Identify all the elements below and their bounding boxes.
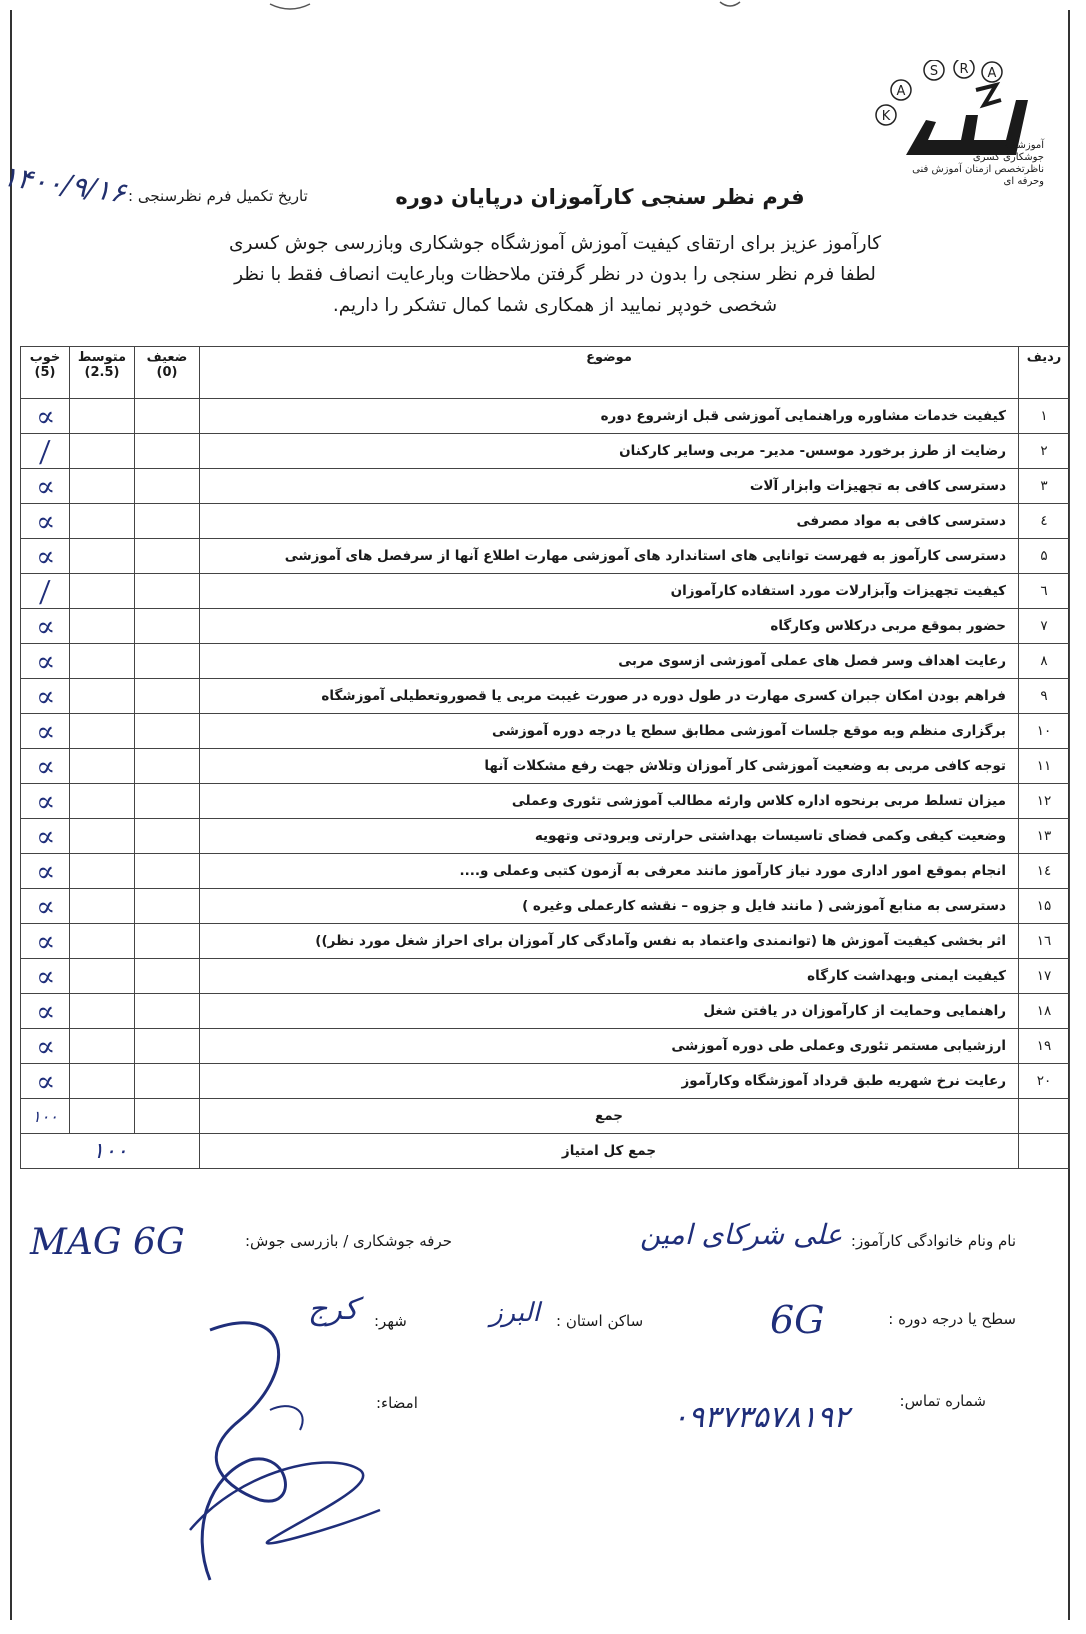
weak-cell[interactable] xyxy=(135,504,200,539)
row-index: ۱۱ xyxy=(1019,749,1070,784)
good-cell[interactable] xyxy=(21,574,70,609)
check-mark: ∝ xyxy=(33,923,57,959)
row-index: ۱۳ xyxy=(1019,819,1070,854)
medium-cell[interactable] xyxy=(70,959,135,994)
total-value[interactable]: ۱۰۰ xyxy=(21,1134,200,1169)
total-row xyxy=(21,1134,1070,1169)
medium-cell[interactable] xyxy=(70,1029,135,1064)
good-cell[interactable] xyxy=(21,1064,70,1099)
medium-cell[interactable] xyxy=(70,539,135,574)
medium-cell[interactable] xyxy=(70,399,135,434)
logo-caption: آموزشگاه جوشکاری کسری ناظرتخصص ازمنان آموزش فنی وحرفه ای xyxy=(912,140,1044,187)
weak-cell[interactable] xyxy=(135,609,200,644)
row-topic: برگزاری منظم وبه موقع جلسات آموزشی مطابق سطح یا درجه دوره آموزشی xyxy=(200,714,1019,749)
table-row xyxy=(21,714,1070,749)
good-cell[interactable] xyxy=(21,854,70,889)
check-mark: ∝ xyxy=(33,468,57,504)
weak-cell[interactable] xyxy=(135,889,200,924)
signature-drawing xyxy=(150,1290,450,1590)
row-index: ۹ xyxy=(1019,679,1070,714)
scan-marks xyxy=(260,0,760,20)
good-cell[interactable] xyxy=(21,539,70,574)
table-row xyxy=(21,784,1070,819)
weak-cell[interactable] xyxy=(135,469,200,504)
row-index: ۱٤ xyxy=(1019,854,1070,889)
table-row xyxy=(21,924,1070,959)
phone-value[interactable]: ۰۹۳۷۳۵۷۸۱۹۲ xyxy=(672,1400,850,1435)
row-index: ۱۷ xyxy=(1019,959,1070,994)
sum-label: جمع xyxy=(200,1099,1019,1134)
check-mark: ∝ xyxy=(33,678,57,714)
row-index: ۲۰ xyxy=(1019,1064,1070,1099)
table-row xyxy=(21,889,1070,924)
check-mark: ∝ xyxy=(33,853,57,889)
svg-text:K: K xyxy=(881,109,891,124)
table-row xyxy=(21,469,1070,504)
table-row xyxy=(21,819,1070,854)
city-value[interactable]: کرج xyxy=(308,1292,359,1327)
row-index: ۱۸ xyxy=(1019,994,1070,1029)
check-mark: ∝ xyxy=(33,818,57,854)
medium-cell[interactable] xyxy=(70,504,135,539)
evaluation-table xyxy=(20,346,1070,1169)
check-mark: ∕ xyxy=(38,574,52,608)
good-cell[interactable] xyxy=(21,819,70,854)
weak-cell[interactable] xyxy=(135,644,200,679)
row-index: ۱٦ xyxy=(1019,924,1070,959)
row-topic: راهنمایی وحمایت از کارآموزان در یافتن شغل xyxy=(200,994,1019,1029)
row-topic: کیفیت تجهیزات وآبزارلات مورد استفاده کارآموزان xyxy=(200,574,1019,609)
row-index: ٦ xyxy=(1019,574,1070,609)
row-topic: فراهم بودن امکان جبران کسری مهارت در طول دوره در صورت غیبت مربی یا قصوروتعطیلی آموزشگاه xyxy=(200,679,1019,714)
good-cell[interactable] xyxy=(21,1029,70,1064)
signature-label: امضاء: xyxy=(376,1394,418,1412)
row-index: ۱۲ xyxy=(1019,784,1070,819)
medium-cell[interactable] xyxy=(70,469,135,504)
row-index: ۲ xyxy=(1019,434,1070,469)
phone-label: شماره تماس: xyxy=(899,1392,986,1410)
good-cell[interactable] xyxy=(21,959,70,994)
weak-cell[interactable] xyxy=(135,399,200,434)
good-cell[interactable] xyxy=(21,714,70,749)
row-index: ۱۵ xyxy=(1019,889,1070,924)
medium-cell[interactable] xyxy=(70,609,135,644)
check-mark: ∝ xyxy=(33,643,57,679)
row-topic: وضعیت کیفی وکمی فضای تاسیسات بهداشتی حرارتی وبرودتی وتهویه xyxy=(200,819,1019,854)
svg-text:A: A xyxy=(987,66,997,81)
medium-cell[interactable] xyxy=(70,434,135,469)
check-mark: ∝ xyxy=(33,538,57,574)
medium-cell[interactable] xyxy=(70,749,135,784)
good-cell[interactable] xyxy=(21,399,70,434)
check-mark: ∝ xyxy=(33,993,57,1029)
medium-cell[interactable] xyxy=(70,679,135,714)
medium-cell[interactable] xyxy=(70,784,135,819)
svg-text:R: R xyxy=(959,62,969,77)
row-index: ٤ xyxy=(1019,504,1070,539)
check-mark: ∝ xyxy=(33,958,57,994)
weak-cell[interactable] xyxy=(135,994,200,1029)
weak-cell[interactable] xyxy=(135,1064,200,1099)
name-label: نام ونام خانوادگی کارآموز: xyxy=(850,1232,1016,1250)
row-topic: ارزشیابی مستمر تئوری وعملی طی دوره آموزشی xyxy=(200,1029,1019,1064)
row-topic: میزان تسلط مربی برنحوه اداره کلاس وارئه مطالب آموزشی تئوری وعملی xyxy=(200,784,1019,819)
date-value[interactable]: ۱۴۰۰/۹/۱۶ xyxy=(0,159,128,210)
weak-cell[interactable] xyxy=(135,749,200,784)
weak-cell[interactable] xyxy=(135,854,200,889)
sum-medium-cell xyxy=(70,1099,135,1134)
table-row xyxy=(21,644,1070,679)
good-cell[interactable] xyxy=(21,889,70,924)
weak-cell[interactable] xyxy=(135,1029,200,1064)
table-row xyxy=(21,539,1070,574)
level-value[interactable]: 6G xyxy=(770,1298,825,1342)
weak-cell[interactable] xyxy=(135,819,200,854)
row-topic: رعایت اهداف وسر فصل های عملی آموزشی ازسوی مربی xyxy=(200,644,1019,679)
table-row xyxy=(21,434,1070,469)
weak-cell[interactable] xyxy=(135,539,200,574)
intro-paragraph xyxy=(40,228,1070,321)
check-mark: ∝ xyxy=(33,888,57,924)
page-title: فرم نظر سنجی کارآموزان درپایان دوره xyxy=(395,185,805,209)
total-index-cell xyxy=(1019,1134,1070,1169)
row-topic: دسترسی کافی به مواد مصرفی xyxy=(200,504,1019,539)
table-row xyxy=(21,994,1070,1029)
good-cell[interactable] xyxy=(21,679,70,714)
row-index: ۳ xyxy=(1019,469,1070,504)
row-index: ۱ xyxy=(1019,399,1070,434)
table-header-row xyxy=(21,347,1070,399)
table-row xyxy=(21,399,1070,434)
check-mark: ∝ xyxy=(33,608,57,644)
sum-weak-cell xyxy=(135,1099,200,1134)
medium-cell[interactable] xyxy=(70,994,135,1029)
good-cell[interactable] xyxy=(21,994,70,1029)
medium-cell[interactable] xyxy=(70,574,135,609)
weak-cell[interactable] xyxy=(135,574,200,609)
check-mark: ∝ xyxy=(33,1028,57,1064)
weak-cell[interactable] xyxy=(135,679,200,714)
check-mark: ∝ xyxy=(33,503,57,539)
row-topic: کیفیت خدمات مشاوره وراهنمایی آموزشی قبل ازشروع دوره xyxy=(200,399,1019,434)
row-topic: حضور بموقع مربی درکلاس وکارگاه xyxy=(200,609,1019,644)
table-row xyxy=(21,1029,1070,1064)
row-index: ۱۰ xyxy=(1019,714,1070,749)
good-cell[interactable] xyxy=(21,749,70,784)
check-mark: ∝ xyxy=(33,748,57,784)
table-row xyxy=(21,504,1070,539)
table-row xyxy=(21,854,1070,889)
medium-cell[interactable] xyxy=(70,819,135,854)
good-cell[interactable] xyxy=(21,924,70,959)
trade-label: حرفه جوشکاری / بازرسی جوش: xyxy=(245,1232,453,1250)
table-row xyxy=(21,749,1070,784)
good-cell[interactable] xyxy=(21,504,70,539)
header-topic: موضوع xyxy=(200,347,1019,399)
name-value[interactable]: علی شرکای امین xyxy=(640,1218,843,1251)
table-row xyxy=(21,574,1070,609)
row-topic: رعایت نرخ شهریه طبق قرداد آموزشگاه وکارآموز xyxy=(200,1064,1019,1099)
sum-value[interactable]: ۱۰۰ xyxy=(21,1099,70,1134)
row-index: ۷ xyxy=(1019,609,1070,644)
row-topic: رضایت از طرز برخورد موسس- مدیر- مربی وسایر کارکنان xyxy=(200,434,1019,469)
good-cell[interactable] xyxy=(21,609,70,644)
row-index: ۵ xyxy=(1019,539,1070,574)
trade-value[interactable]: MAG 6G xyxy=(30,1222,185,1263)
medium-cell[interactable] xyxy=(70,714,135,749)
row-topic: دسترسی کافی به تجهیزات وابزار آلات xyxy=(200,469,1019,504)
row-topic: اثر بخشی کیفیت آموزش ها (توانمندی واعتماد به نفس وآمادگی کار آموزان برای احراز شغل مورد نظر)) xyxy=(200,924,1019,959)
weak-cell[interactable] xyxy=(135,784,200,819)
city-label: شهر: xyxy=(374,1312,407,1330)
province-label: ساکن استان : xyxy=(556,1312,644,1330)
intro-line: شخصی خودپر نمایید از همکاری شما کمال تشکر را داریم. xyxy=(332,295,778,316)
row-topic: دسترسی به منابع آموزشی ( مانند فایل و جزوه – نقشه کارعملی وغیره ) xyxy=(200,889,1019,924)
table-row xyxy=(21,1064,1070,1099)
row-topic: انجام بموقع امور اداری مورد نیاز کارآموز مانند معرفی به آزمون کتبی وعملی و.... xyxy=(200,854,1019,889)
svg-text:S: S xyxy=(929,64,939,79)
medium-cell[interactable] xyxy=(70,1064,135,1099)
intro-line: لطفا فرم نظر سنجی را بدون در نظر گرفتن ملاحظات وبارعایت انصاف فقط با نظر xyxy=(234,264,876,285)
check-mark: ∕ xyxy=(38,434,52,468)
good-cell[interactable] xyxy=(21,469,70,504)
row-topic: کیفیت ایمنی وبهداشت کارگاه xyxy=(200,959,1019,994)
table-row xyxy=(21,609,1070,644)
total-label: جمع کل امتیاز xyxy=(200,1134,1019,1169)
date-label: تاریخ تکمیل فرم نظرسنجی : xyxy=(128,187,308,205)
level-label: سطح یا درجه دوره : xyxy=(888,1310,1016,1328)
weak-cell[interactable] xyxy=(135,434,200,469)
medium-cell[interactable] xyxy=(70,924,135,959)
row-topic: توجه کافی مربی به وضعیت آموزشی کار آموزان وتلاش جهت رفع مشکلات آنها xyxy=(200,749,1019,784)
sum-index-cell xyxy=(1019,1099,1070,1134)
row-index: ۸ xyxy=(1019,644,1070,679)
check-mark: ∝ xyxy=(33,398,57,434)
row-topic: دسترسی کارآموز به فهرست توانایی های استاندارد های آموزشی مهارت اطلاع آنها از سرفصل های آموزشی xyxy=(200,539,1019,574)
header-weak: ضعیف (0) xyxy=(135,347,200,399)
good-cell[interactable] xyxy=(21,784,70,819)
sum-row xyxy=(21,1099,1070,1134)
medium-cell[interactable] xyxy=(70,889,135,924)
weak-cell[interactable] xyxy=(135,959,200,994)
good-cell[interactable] xyxy=(21,434,70,469)
weak-cell[interactable] xyxy=(135,714,200,749)
header-medium: متوسط (2.5) xyxy=(70,347,135,399)
weak-cell[interactable] xyxy=(135,924,200,959)
province-value[interactable]: البرز xyxy=(490,1298,540,1328)
check-mark: ∝ xyxy=(33,713,57,749)
table-row xyxy=(21,959,1070,994)
svg-text:A: A xyxy=(896,84,906,99)
medium-cell[interactable] xyxy=(70,644,135,679)
medium-cell[interactable] xyxy=(70,854,135,889)
header-good: خوب (5) xyxy=(21,347,70,399)
row-index: ۱۹ xyxy=(1019,1029,1070,1064)
table-row xyxy=(21,679,1070,714)
good-cell[interactable] xyxy=(21,644,70,679)
check-mark: ∝ xyxy=(33,783,57,819)
check-mark: ∝ xyxy=(33,1063,57,1099)
intro-line: کارآموز عزیز برای ارتقای کیفیت آموزش آموزشگاه جوشکاری وبازرسی جوش کسری xyxy=(228,233,882,254)
header-index: ردیف xyxy=(1019,347,1070,399)
